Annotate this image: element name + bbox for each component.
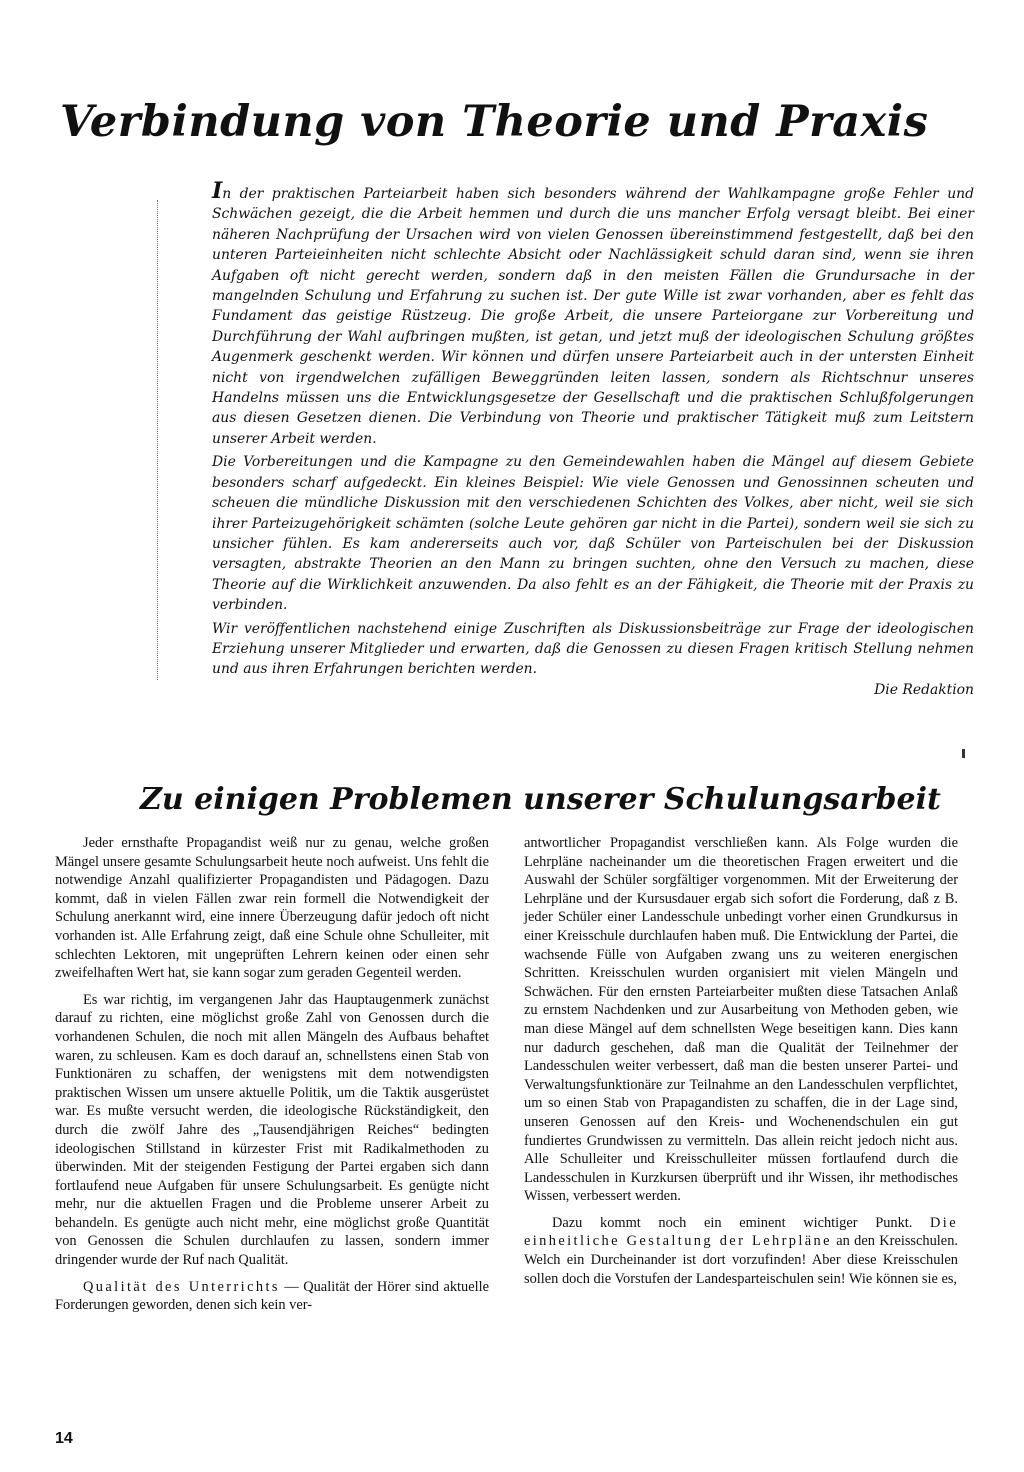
left-paragraph-1: Jeder ernsthafte Propagandist weiß nur zu genau, welche großen Mängel unsere gesamte Schulungsarbeit heute noch aufweist. Uns fehlt die notwendige Anzahl qualifizierter Propagandisten und Pädagogen. Dazu kommt, daß in vielen Fällen zwar rein formell die Notwendigkeit der Schulung anerkannt wird, eine innere Überzeugung dafür jedoch oft nicht vorhanden ist. Alle Erfahrung zeigt, daß eine Schule ohne Schulleiter, mit schlechten Lektoren, mit ungeprüften Lehrern keinen oder einen sehr zweifelhaften Wert hat, sie kann sogar zum geraden Gegenteil werden. [55,835,489,982]
article-column-left [55,834,489,1323]
left-paragraph-2: Es war richtig, im vergangenen Jahr das Hauptaugenmerk zunächst darauf zu richten, eine möglichst große Zahl von Genossen durch die vorhandenen Schulen, die noch mit allen Mängeln des Aufbaus behaftet waren, zu schleusen. Kam es doch darauf an, schnellstens einen Stab von Funktionären zu schaffen, der wenigstens mit dem notwendigsten praktischen Wissen um unsere aktuelle Politik, um die Taktik ausgerüstet war. Es mußte versucht werden, die ideologische Rückständigkeit, den durch die zwölf Jahre des „Tausendjährigen Reiches“ bedingten ideologischen Stillstand in kürzester Frist mit Radikalmethoden zu überwinden. Mit der steigenden Festigung der Partei ergaben sich dann fortlaufend neue Aufgaben für unsere Schulungsarbeit. Es genügte nicht mehr, nur die aktuellen Fragen und die Probleme unserer Arbeit zu behandeln. Es genügte auch nicht mehr, eine möglichst große Quantität von Genossen die Schulen durchlaufen zu lassen, sondern immer dringender wurde der Ruf nach Qualität. [55,991,489,1269]
article-title-schulungsarbeit: Zu einigen Problemen unserer Schulungsarbeit [140,782,941,817]
decorative-mark [962,749,965,758]
article-column-right [524,834,958,1296]
intro-paragraph-1 [212,178,974,449]
intro-paragraph-2: Die Vorbereitungen und die Kampagne zu den Gemeindewahlen haben die Mängel auf diesem Gebiete besonders scharf aufgedeckt. Ein kleines Beispiel: Wie viele Genossen und Genossinnen scheuten und scheuen die mündliche Diskussion mit den verschiedenen Schichten des Volkes, aber nicht, weil sie sich ihrer Parteizugehörigkeit schämten (solche Leute gehören gar nicht in die Partei), sondern weil sie sich zu unsicher fühlen. Es kam andererseits auch vor, daß Schüler von Parteischulen bei der Diskussion versagten, abstrakte Theorien an den Mann zu bringen suchten, ohne den Versuch zu machen, diese Theorie auf die Wirklichkeit anzuwenden. Da also fehlt es an der Fähigkeit, die Theorie mit der Praxis zu verbinden. [212,454,974,614]
right-paragraph-1: antwortlicher Propagandist verschließen kann. Als Folge wurden die Lehrpläne nacheinander um die theoretischen Fragen erweitert und die Auswahl der Schüler sorgfältiger vorgenommen. Mit der Erweiterung der Lehrpläne und der Kursusdauer ergab sich sofort die Forderung, daß z B. jeder Schüler einer Landesschule unbedingt vorher einen Grundkursus in einer Kreisschule durchlaufen haben muß. Die Entwicklung der Partei, die wachsende Fülle von Aufgaben zwang uns zu weiteren energischen Schritten. Kreisschulen wurden organisiert mit vielen Mängeln und Schwächen. Für den ernsten Parteiarbeiter mußten diese Tatsachen Anlaß zu ernstem Nachdenken und zur Ausarbeitung von Methoden geben, wie man diese Mängel auf dem schnellsten Wege beseitigen kann. Dies kann nur dadurch geschehen, daß man die Qualität der Teilnehmer der Landesschulen weiter verbessert, daß man die besten unserer Partei- und Verwaltungsfunktionäre zur Teilnahme an den Landesschulen verpflichtet, um so einen Stab von Prapagandisten zu schaffen, die in der Lage sind, unseren Genossen auf den Kreis- und Wochenendschulen ein gut fundiertes Grundwissen zu vermitteln. Das allein reicht jedoch nicht aus. Alle Schulleiter und Kreisschulleiter müssen fortlaufend durch die Landesschulen in Kurzkursen überprüft und ihr Wissen, ihr methodisches Wissen, verbessert werden. [524,835,958,1205]
right-paragraph-2 [524,1214,958,1288]
intro-paragraph-3-text: Wir veröffentlichen nachstehend einige Zuschriften als Diskussionsbeiträge zur Frage der ideologischen Erziehung unserer Mitglieder und erwarten, daß die Genossen zu diesen Fragen kritisch Stellung nehmen und aus ihren Erfahrungen berichten werden. [212,620,974,678]
intro-paragraph-1-text: n der praktischen Parteiarbeit haben sich besonders während der Wahlkampagne große Fehler und Schwächen gezeigt, die die Arbeit hemmen und durch die uns mancher Erfolg versagt bleibt. Bei einer näheren Nachprüfung der Ursachen wird von vielen Genossen übereinstimmend festgestellt, daß bei den unteren Parteieinheiten nicht schlechte Absicht oder Nachlässigkeit schuld daran sind, wenn sie ihren Aufgaben oft nicht gerecht werden, sondern daß in den meisten Fällen die Grundursache in der mangelnden Schulung und Erfahrung zu suchen ist. Der gute Wille ist zwar vorhanden, aber es fehlt das Fundament das geistige Rüstzeug. Die große Arbeit, die unsere Parteiorgane zur Vorbereitung und Durchführung der Wahl aufbringen mußten, ist getan, und jetzt muß der ideologischen Schulung größtes Augenmerk geschenkt werden. Wir können und dürfen unsere Parteiarbeit auch in der untersten Einheit nicht von irgendwelchen zufälligen Beweggründen leiten lassen, sondern als Richtschnur unseres Handelns müssen uns die Entwicklungsgesetze der Gesellschaft und die praktischen Schlußfolgerungen aus diesen Gesetzen dienen. Die Verbindung von Theorie und praktischer Tätigkeit muß zum Leitstern unserer Arbeit werden. [212,186,974,447]
right-paragraph-2-start: Dazu kommt noch ein eminent wichtiger Punkt. [552,1214,931,1231]
left-paragraph-3-text: — Qualität der Hörer sind aktuelle Forderungen geworden, denen sich kein ver- [55,1278,489,1314]
article-title-theorie-praxis: Verbindung von Theorie und Praxis [60,97,929,147]
margin-rule [157,200,159,680]
editorial-intro [212,178,974,703]
right-paragraph-2-text: an den Kreisschulen. Welch ein Durcheinander ist dort vorzufinden! Aber diese Kreisschulen sollen doch die Vorstufen der Landesparteischulen sein! Wie können sie es, [524,1233,958,1287]
emphasis-lehrplaene: Die einheitliche Gestaltung der Lehrpläne [524,1214,958,1250]
intro-paragraph-3 [212,619,974,701]
emphasis-qualitaet: Qualität des Unterrichts [83,1278,280,1295]
left-paragraph-3 [55,1278,489,1315]
intro-dropcap: I [212,178,223,204]
page-number: 14 [55,1430,73,1447]
editorial-signature: Die Redaktion [874,681,974,698]
